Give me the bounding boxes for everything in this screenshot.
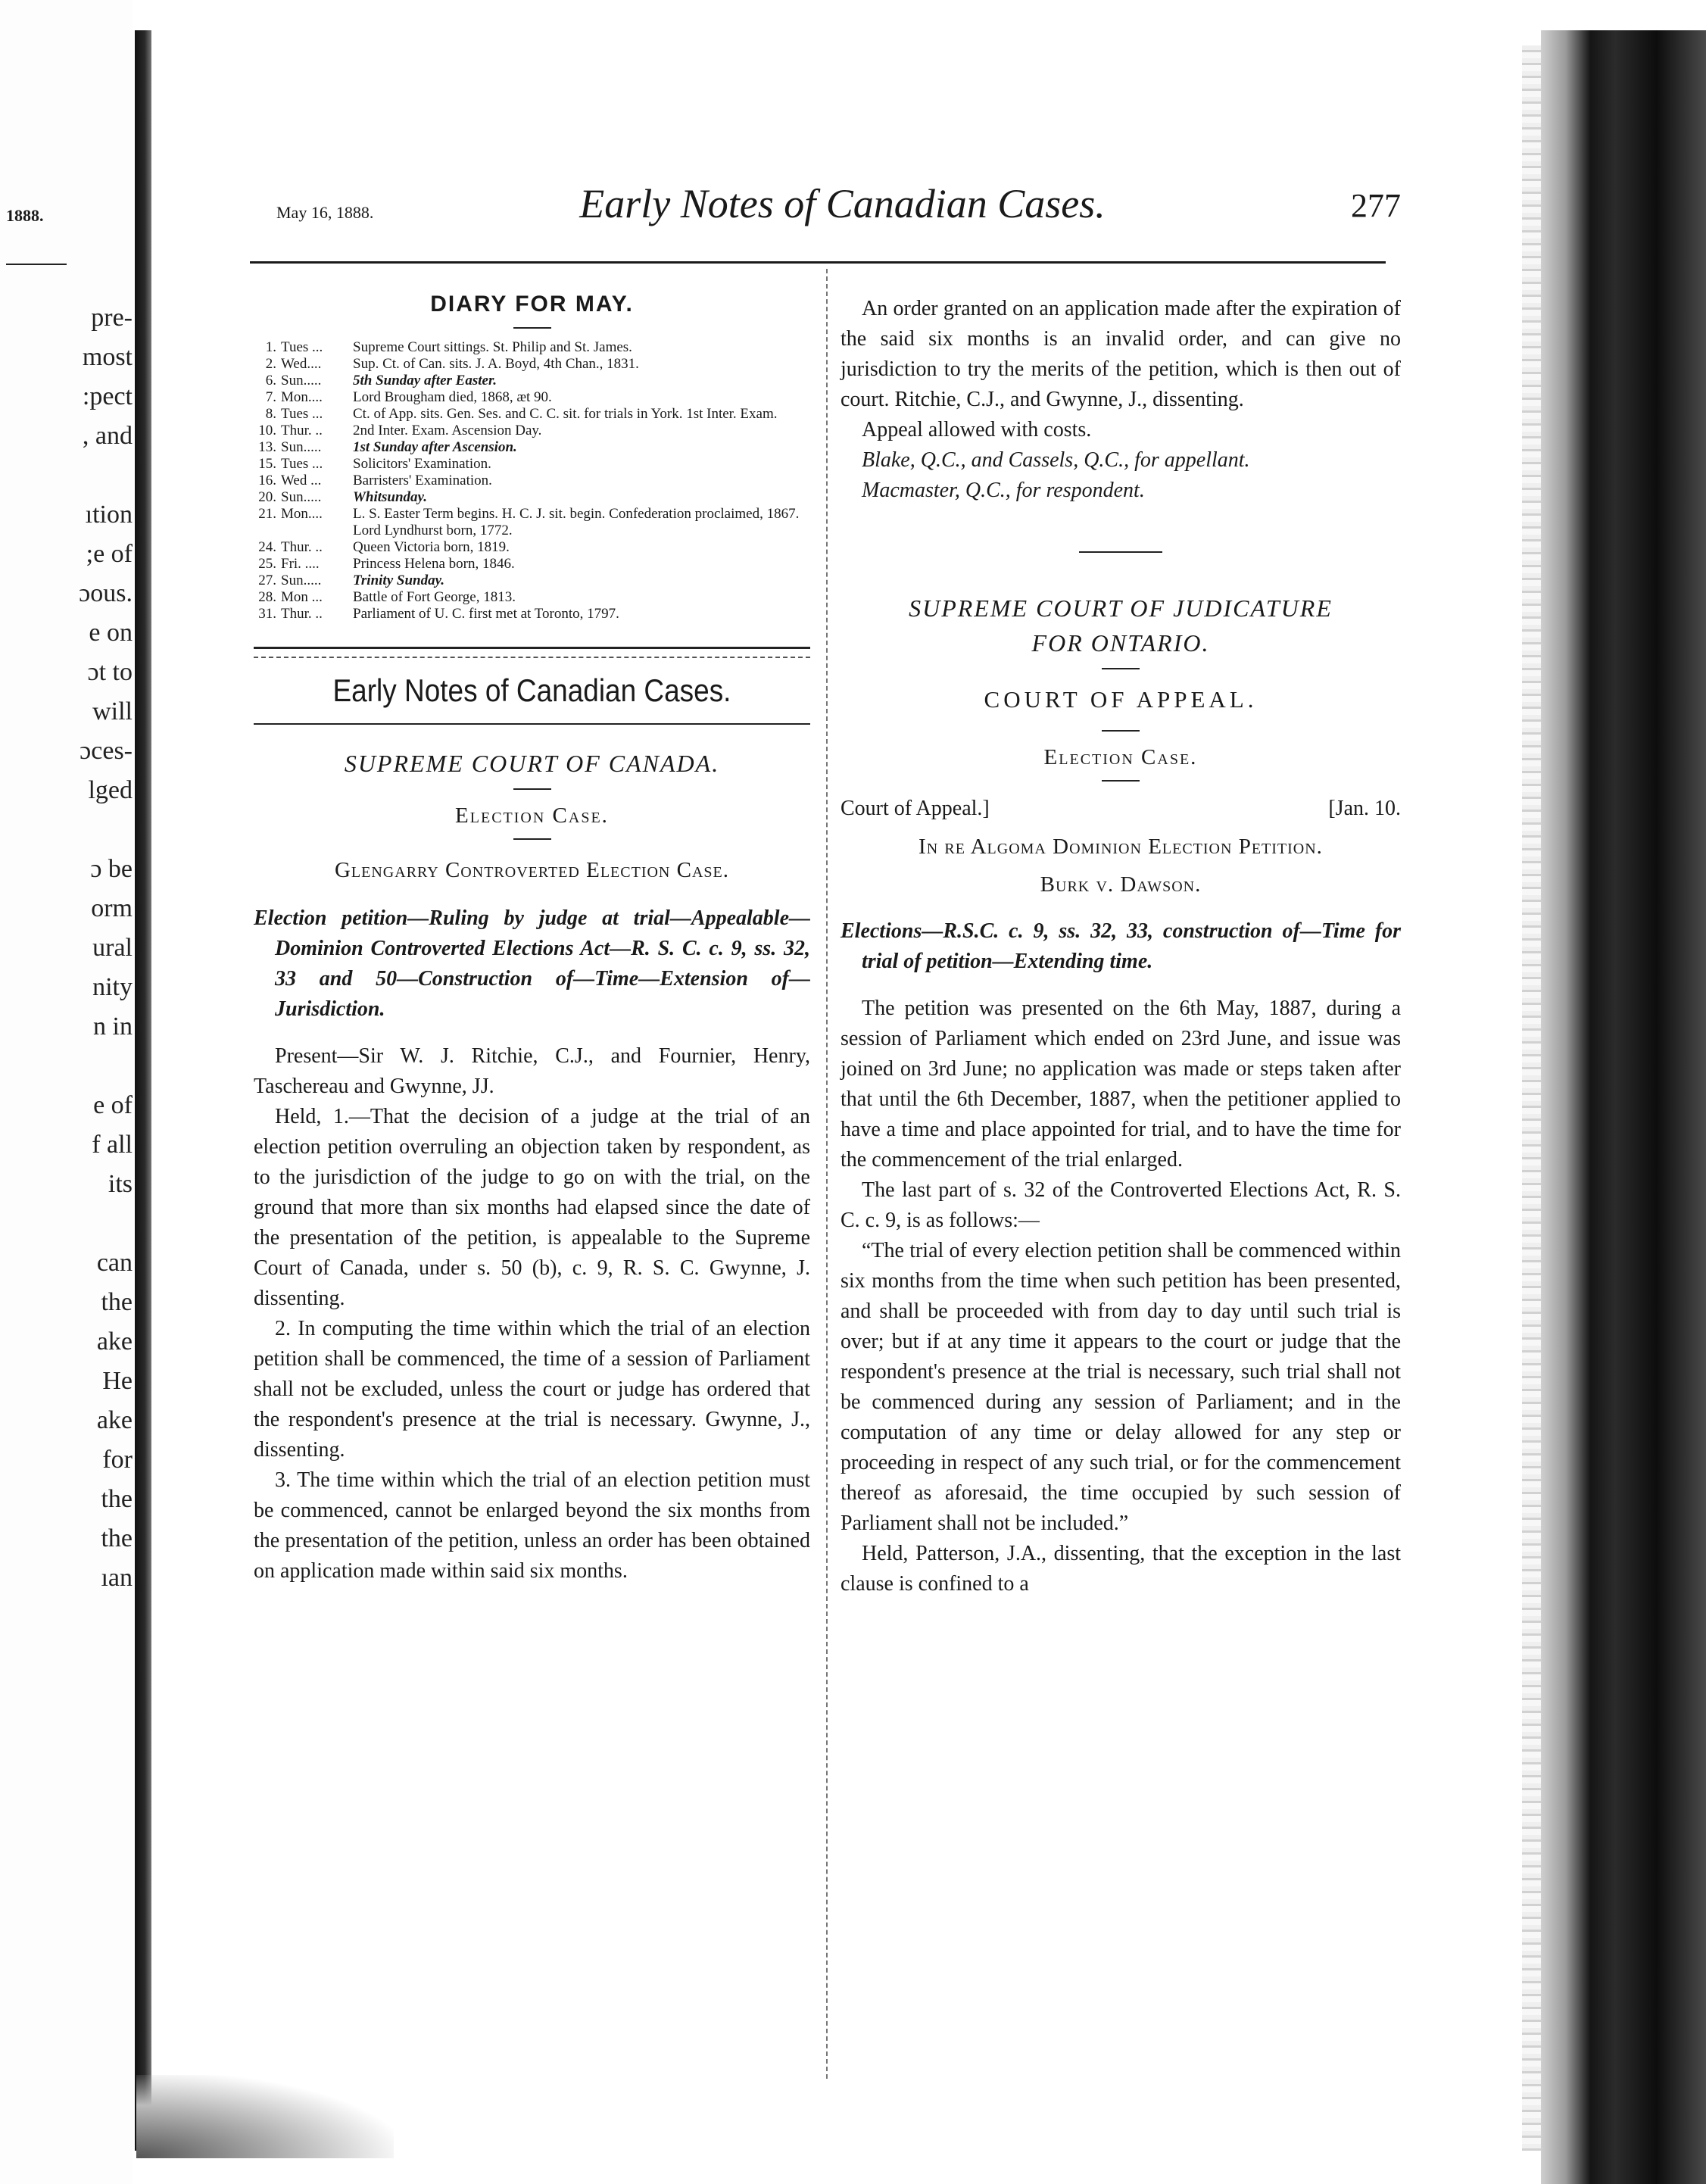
previous-page-fragment: its — [108, 1170, 133, 1198]
previous-page-fragment: f all — [92, 1131, 133, 1159]
previous-page-fragment: will — [92, 697, 133, 725]
right-court-heading-2: FOR ONTARIO. — [1031, 629, 1210, 657]
previous-page-fragment: the — [101, 1288, 133, 1316]
right-held: Held, Patterson, J.A., dissenting, that the exception in the last clause is confined to a — [841, 1542, 1401, 1596]
diary-entry-number: 8. — [265, 406, 276, 422]
diary-entry — [254, 339, 810, 356]
previous-page-fragment: orm — [91, 894, 133, 922]
diary-entry-day: Wed ... — [281, 473, 322, 488]
previous-page-rule — [6, 264, 67, 265]
diary-entry — [254, 373, 810, 389]
previous-page-fragment: ɔ be — [90, 855, 133, 883]
previous-page-fragment: ural — [92, 934, 133, 962]
case-parties: Burk v. Dawson. — [1040, 872, 1202, 897]
left-court-title: SUPREME COURT OF CANADA. — [344, 750, 720, 777]
previous-page-fragment: for — [102, 1446, 133, 1474]
book-right-edge — [1541, 30, 1706, 2184]
previous-page-fragment: ıan — [101, 1564, 133, 1592]
diary-entry-text: Barristers' Examination. — [353, 473, 492, 488]
diary-entry — [254, 406, 810, 423]
diary-entry-text: Princess Helena born, 1846. — [353, 556, 515, 572]
counsel-respondent: Macmaster, Q.C., for respondent. — [862, 479, 1145, 502]
diary-entry-text: Sup. Ct. of Can. sits. J. A. Boyd, 4th Chan., 1831. — [353, 356, 639, 372]
previous-page-fragment: ake — [96, 1406, 133, 1434]
previous-page-fragment: most — [82, 343, 133, 371]
court-date-line — [841, 794, 1401, 824]
diary-entry-text: Solicitors' Examination. — [353, 456, 491, 472]
previous-page-margin — [0, 0, 133, 2184]
diary-entry-day: Thur. .. — [281, 606, 323, 622]
header-date: May 16, 1888. — [276, 203, 374, 222]
diary-entry-day: Tues ... — [281, 339, 323, 355]
diary-entry-number: 15. — [258, 456, 276, 472]
diary-entry-text: Battle of Fort George, 1813. — [353, 589, 516, 605]
left-held-3: 3. The time within which the trial of an election petition must be commenced, cannot be enlarged beyond the six months from the presentation of the petition, unless an order has been obtained on application made within said six months. — [254, 1468, 810, 1583]
diary-entry-day: Sun..... — [281, 373, 322, 388]
diary-entry — [254, 489, 810, 506]
diary-entry-day: Mon.... — [281, 506, 323, 522]
diary-entry-day: Tues ... — [281, 456, 323, 472]
previous-page-fragment: ɔous. — [79, 579, 133, 607]
division-rule — [1102, 730, 1140, 732]
case-separator — [1079, 551, 1162, 553]
diary-entry — [254, 506, 810, 539]
diary-entry-day: Thur. .. — [281, 539, 323, 555]
court-rule — [513, 788, 551, 790]
diary-entry-text: Trinity Sunday. — [353, 573, 445, 588]
left-present: Present—Sir W. J. Ritchie, C.J., and Fournier, Henry, Taschereau and Gwynne, JJ. — [254, 1044, 810, 1098]
diary-entry — [254, 356, 810, 373]
left-case-name: Glengarry Controverted Election Case. — [334, 858, 729, 882]
diary-entry — [254, 456, 810, 473]
diary-entry-number: 13. — [258, 439, 276, 455]
section-title: Early Notes of Canadian Cases. — [332, 672, 731, 708]
page-number: 277 — [1351, 187, 1401, 224]
previous-page-fragment: :pect — [82, 382, 133, 410]
diary-entry-number: 2. — [265, 356, 276, 372]
diary-entry — [254, 539, 810, 556]
diary-entry — [254, 473, 810, 489]
right-court-rule — [1102, 668, 1140, 669]
diary-entry-day: Sun..... — [281, 489, 322, 505]
diary-entry-text: Supreme Court sittings. St. Philip and St. James. — [353, 339, 632, 355]
left-headnote: Election petition—Ruling by judge at trial—Appealable—Dominion Controverted Elections Act—R. S. C. c. 9, ss. 32, 33 and 50—Construction of—Time—Extension of—Jurisdiction. — [254, 906, 810, 1021]
diary-entry — [254, 439, 810, 456]
diary-entry-number: 10. — [258, 423, 276, 438]
book-gutter-shadow — [135, 30, 151, 2151]
diary-entry-number: 6. — [265, 373, 276, 388]
diary-entry-number: 28. — [258, 589, 276, 605]
diary-entry-text: Ct. of App. sits. Gen. Ses. and C. C. sit. for trials in York. 1st Inter. Exam. — [353, 406, 778, 422]
diary-entry-day: Sun..... — [281, 439, 322, 455]
diary-entry-text: 1st Sunday after Ascension. — [353, 439, 517, 455]
right-court-heading-1: SUPREME COURT OF JUDICATURE — [909, 594, 1333, 622]
left-column — [254, 282, 810, 1587]
header-title: Early Notes of Canadian Cases. — [579, 181, 1106, 226]
previous-page-fragment: He — [102, 1367, 133, 1395]
diary-entry — [254, 389, 810, 406]
statute-intro: The last part of s. 32 of the Controverted Elections Act, R. S. C. c. 9, is as follows:— — [841, 1178, 1401, 1232]
diary-entry-day: Wed.... — [281, 356, 322, 372]
diary-entry-text: L. S. Easter Term begins. H. C. J. sit. begin. Confederation proclaimed, 1867. Lord Lyndhurst born, 1772. — [353, 506, 800, 538]
previous-page-fragment: ɔces- — [80, 737, 133, 765]
previous-page-fragment: pre- — [91, 304, 133, 332]
diary-entry — [254, 589, 810, 606]
running-header — [276, 180, 1408, 233]
diary-entry-number: 31. — [258, 606, 276, 622]
diary-entry-number: 25. — [258, 556, 276, 572]
diary-entry-day: Mon ... — [281, 589, 323, 605]
left-held-2: 2. In computing the time within which the trial of an election petition shall be commenced, the time of a session of Parliament shall not be excluded, unless the court or judge has ordered that the respondent's presence at the trial is necessary. Gwynne, J., dissenting. — [254, 1317, 810, 1462]
case-type-rule — [513, 838, 551, 840]
diary-entry-number: 16. — [258, 473, 276, 488]
previous-page-year: 1888. — [6, 206, 44, 225]
diary-title: DIARY FOR MAY. — [430, 292, 634, 317]
diary-entry-number: 1. — [265, 339, 276, 355]
diary-entry-day: Thur. .. — [281, 423, 323, 438]
diary-entry-text: Parliament of U. C. first met at Toronto, 1797. — [353, 606, 619, 622]
diary-entry-number: 24. — [258, 539, 276, 555]
left-case-type: Election Case. — [455, 803, 609, 828]
header-rule — [250, 261, 1386, 264]
section-double-rule — [254, 647, 810, 658]
diary-entry-number: 20. — [258, 489, 276, 505]
previous-page-fragment: ;e of — [86, 540, 133, 568]
previous-page-fragment: ɔt to — [87, 658, 133, 686]
column-divider — [826, 269, 828, 2079]
statute-quote: “The trial of every election petition shall be commenced within six months from the time when such petition has been presented, and shall be proceeded with from day to day until such trial is over; but if at any time it appears to the court or judge that the respondent's presence at the trial is necessary, such trial shall not be commenced during any session of Parliament; and in the computation of any time or delay allowed for any step or proceeding in respect of any such trial, or for the commencement thereof as aforesaid, the time occupied by such session of Parliament shall not be included.” — [841, 1239, 1401, 1535]
section-rule — [254, 723, 810, 725]
scan-corner-shadow — [136, 2075, 394, 2158]
diary-entry-text: Queen Victoria born, 1819. — [353, 539, 510, 555]
diary-entry — [254, 423, 810, 439]
right-division: COURT OF APPEAL. — [984, 686, 1258, 713]
diary-rule — [513, 327, 551, 329]
diary-entry-text: Lord Brougham died, 1868, æt 90. — [353, 389, 552, 405]
right-case-type-rule — [1102, 780, 1140, 782]
diary-entry — [254, 556, 810, 573]
previous-page-fragment: , and — [82, 422, 133, 450]
diary-entry-number: 21. — [258, 506, 276, 522]
previous-page-fragment: lged — [88, 776, 133, 804]
previous-page-fragment: e on — [89, 619, 133, 647]
diary-entry-day: Fri. .... — [281, 556, 320, 572]
right-result: Appeal allowed with costs. — [862, 418, 1092, 441]
right-continuation: An order granted on an application made after the expiration of the said six months is an invalid order, and can give no jurisdiction to try the merits of the petition, which is then out of court. Ritchie, C.J., and Gwynne, J., dissenting. — [841, 297, 1401, 411]
previous-page-fragment: ake — [96, 1328, 133, 1356]
diary-entry — [254, 573, 810, 589]
previous-page-fragment: nity — [92, 973, 133, 1001]
diary-entry-day: Sun..... — [281, 573, 322, 588]
previous-page-fragment: ıtion — [85, 501, 133, 529]
diary-list — [254, 339, 810, 622]
right-facts: The petition was presented on the 6th May, 1887, during a session of Parliament which ended on 23rd June, and issue was joined on 3rd June; no application was made or steps taken after that until the 6th December, 1887, when the petitioner applied to have a time and place appointed for trial, and to have the time for the commencement of the trial enlarged. — [841, 997, 1401, 1172]
diary-entry-text: 5th Sunday after Easter. — [353, 373, 497, 388]
court-of-appeal-label: Court of Appeal.] — [841, 797, 990, 820]
previous-page-fragment: e of — [93, 1091, 133, 1119]
previous-page-fragment: n in — [93, 1012, 133, 1041]
counsel-appellant: Blake, Q.C., and Cassels, Q.C., for appellant. — [862, 448, 1250, 472]
diary-entry-number: 27. — [258, 573, 276, 588]
in-re-title: In re Algoma Dominion Election Petition. — [918, 835, 1323, 859]
diary-entry-number: 7. — [265, 389, 276, 405]
previous-page-fragment: the — [101, 1524, 133, 1552]
case-date: [Jan. 10. — [1328, 797, 1401, 820]
previous-page-fragment: the — [101, 1485, 133, 1513]
right-headnote: Elections—R.S.C. c. 9, ss. 32, 33, construction of—Time for trial of petition—Extending time. — [841, 919, 1401, 973]
right-column — [841, 294, 1401, 1599]
left-held-1: Held, 1.—That the decision of a judge at the trial of an election petition overruling an objection taken by respondent, as to the jurisdiction of the judge to go on with the trial, on the ground that more than six months had elapsed since the date of the presentation of the petition, is appealable to the Supreme Court of Canada, under s. 50 (b), c. 9, R. S. C. Gwynne, J. dissenting. — [254, 1105, 810, 1310]
diary-entry — [254, 606, 810, 622]
diary-entry-text: Whitsunday. — [353, 489, 428, 505]
right-case-type: Election Case. — [1043, 745, 1198, 769]
diary-entry-text: 2nd Inter. Exam. Ascension Day. — [353, 423, 542, 438]
diary-entry-day: Tues ... — [281, 406, 323, 422]
diary-entry-day: Mon.... — [281, 389, 323, 405]
previous-page-fragment: can — [96, 1249, 133, 1277]
